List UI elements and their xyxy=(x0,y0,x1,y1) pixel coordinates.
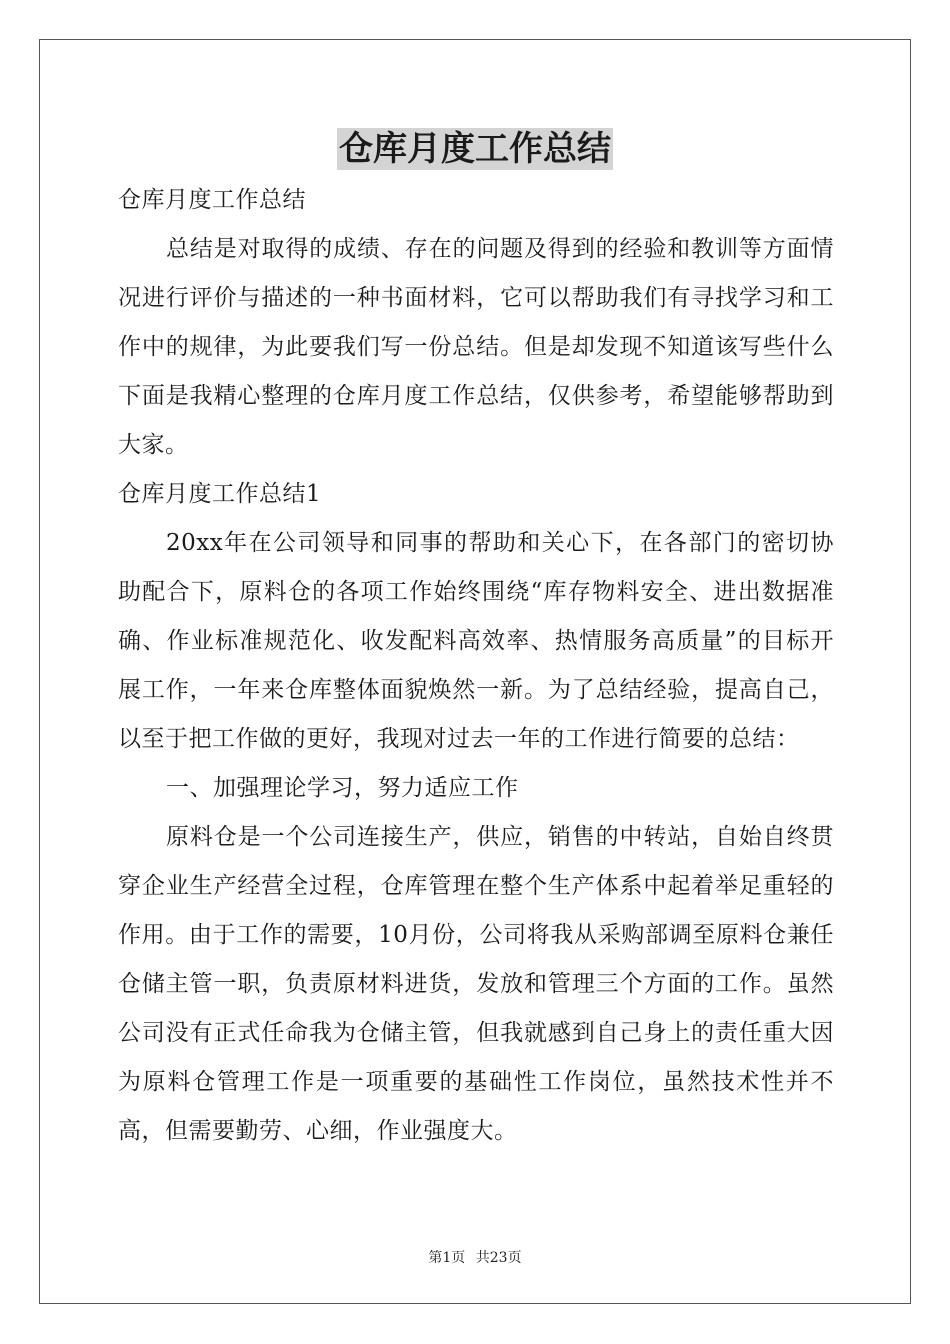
page-number: 第1页 xyxy=(428,1250,466,1266)
section-heading: 一、加强理论学习，努力适应工作 xyxy=(166,775,519,801)
paragraph: 仓库月度工作总结1 xyxy=(118,481,322,507)
page-footer xyxy=(0,1247,950,1267)
paragraph: 原料仓是一个公司连接生产，供应，销售的中转站，自始自终贯穿企业生产经营全过程，仓库管理在整个生产体系中起着举足重轻的作用。由于工作的需要，10月份，公司将我从采购部调至原料仓兼任仓储主管一职，负责原材料进货，发放和管理三个方面的工作。虽然公司没有正式任命我为仓储主管，但我就感到自己身上的责任重大因为原料仓管理工作是一项重要的基础性工作岗位，虽然技术性并不高，但需要勤劳、心细，作业强度大。 xyxy=(118,824,834,1144)
paragraph: 仓库月度工作总结 xyxy=(118,187,306,213)
paragraph: 20xx年在公司领导和同事的帮助和关心下，在各部门的密切协助配合下，原料仓的各项工作始终围绕“库存物料安全、进出数据准确、作业标准规范化、收发配料高效率、热情服务高质量”的目标开展工作，一年来仓库整体面貌焕然一新。为了总结经验，提高自己，以至于把工作做的更好，我现对过去一年的工作进行简要的总结： xyxy=(118,530,834,752)
document-title: 仓库月度工作总结 xyxy=(339,129,611,169)
page-total: 共23页 xyxy=(475,1250,522,1266)
title-area xyxy=(0,128,950,170)
paragraph: 总结是对取得的成绩、存在的问题及得到的经验和教训等方面情况进行评价与描述的一种书面材料，它可以帮助我们有寻找学习和工作中的规律，为此要我们写一份总结。但是却发现不知道该写些什么下面是我精心整理的仓库月度工作总结，仅供参考，希望能够帮助到大家。 xyxy=(118,236,834,458)
document-body xyxy=(118,176,834,1156)
